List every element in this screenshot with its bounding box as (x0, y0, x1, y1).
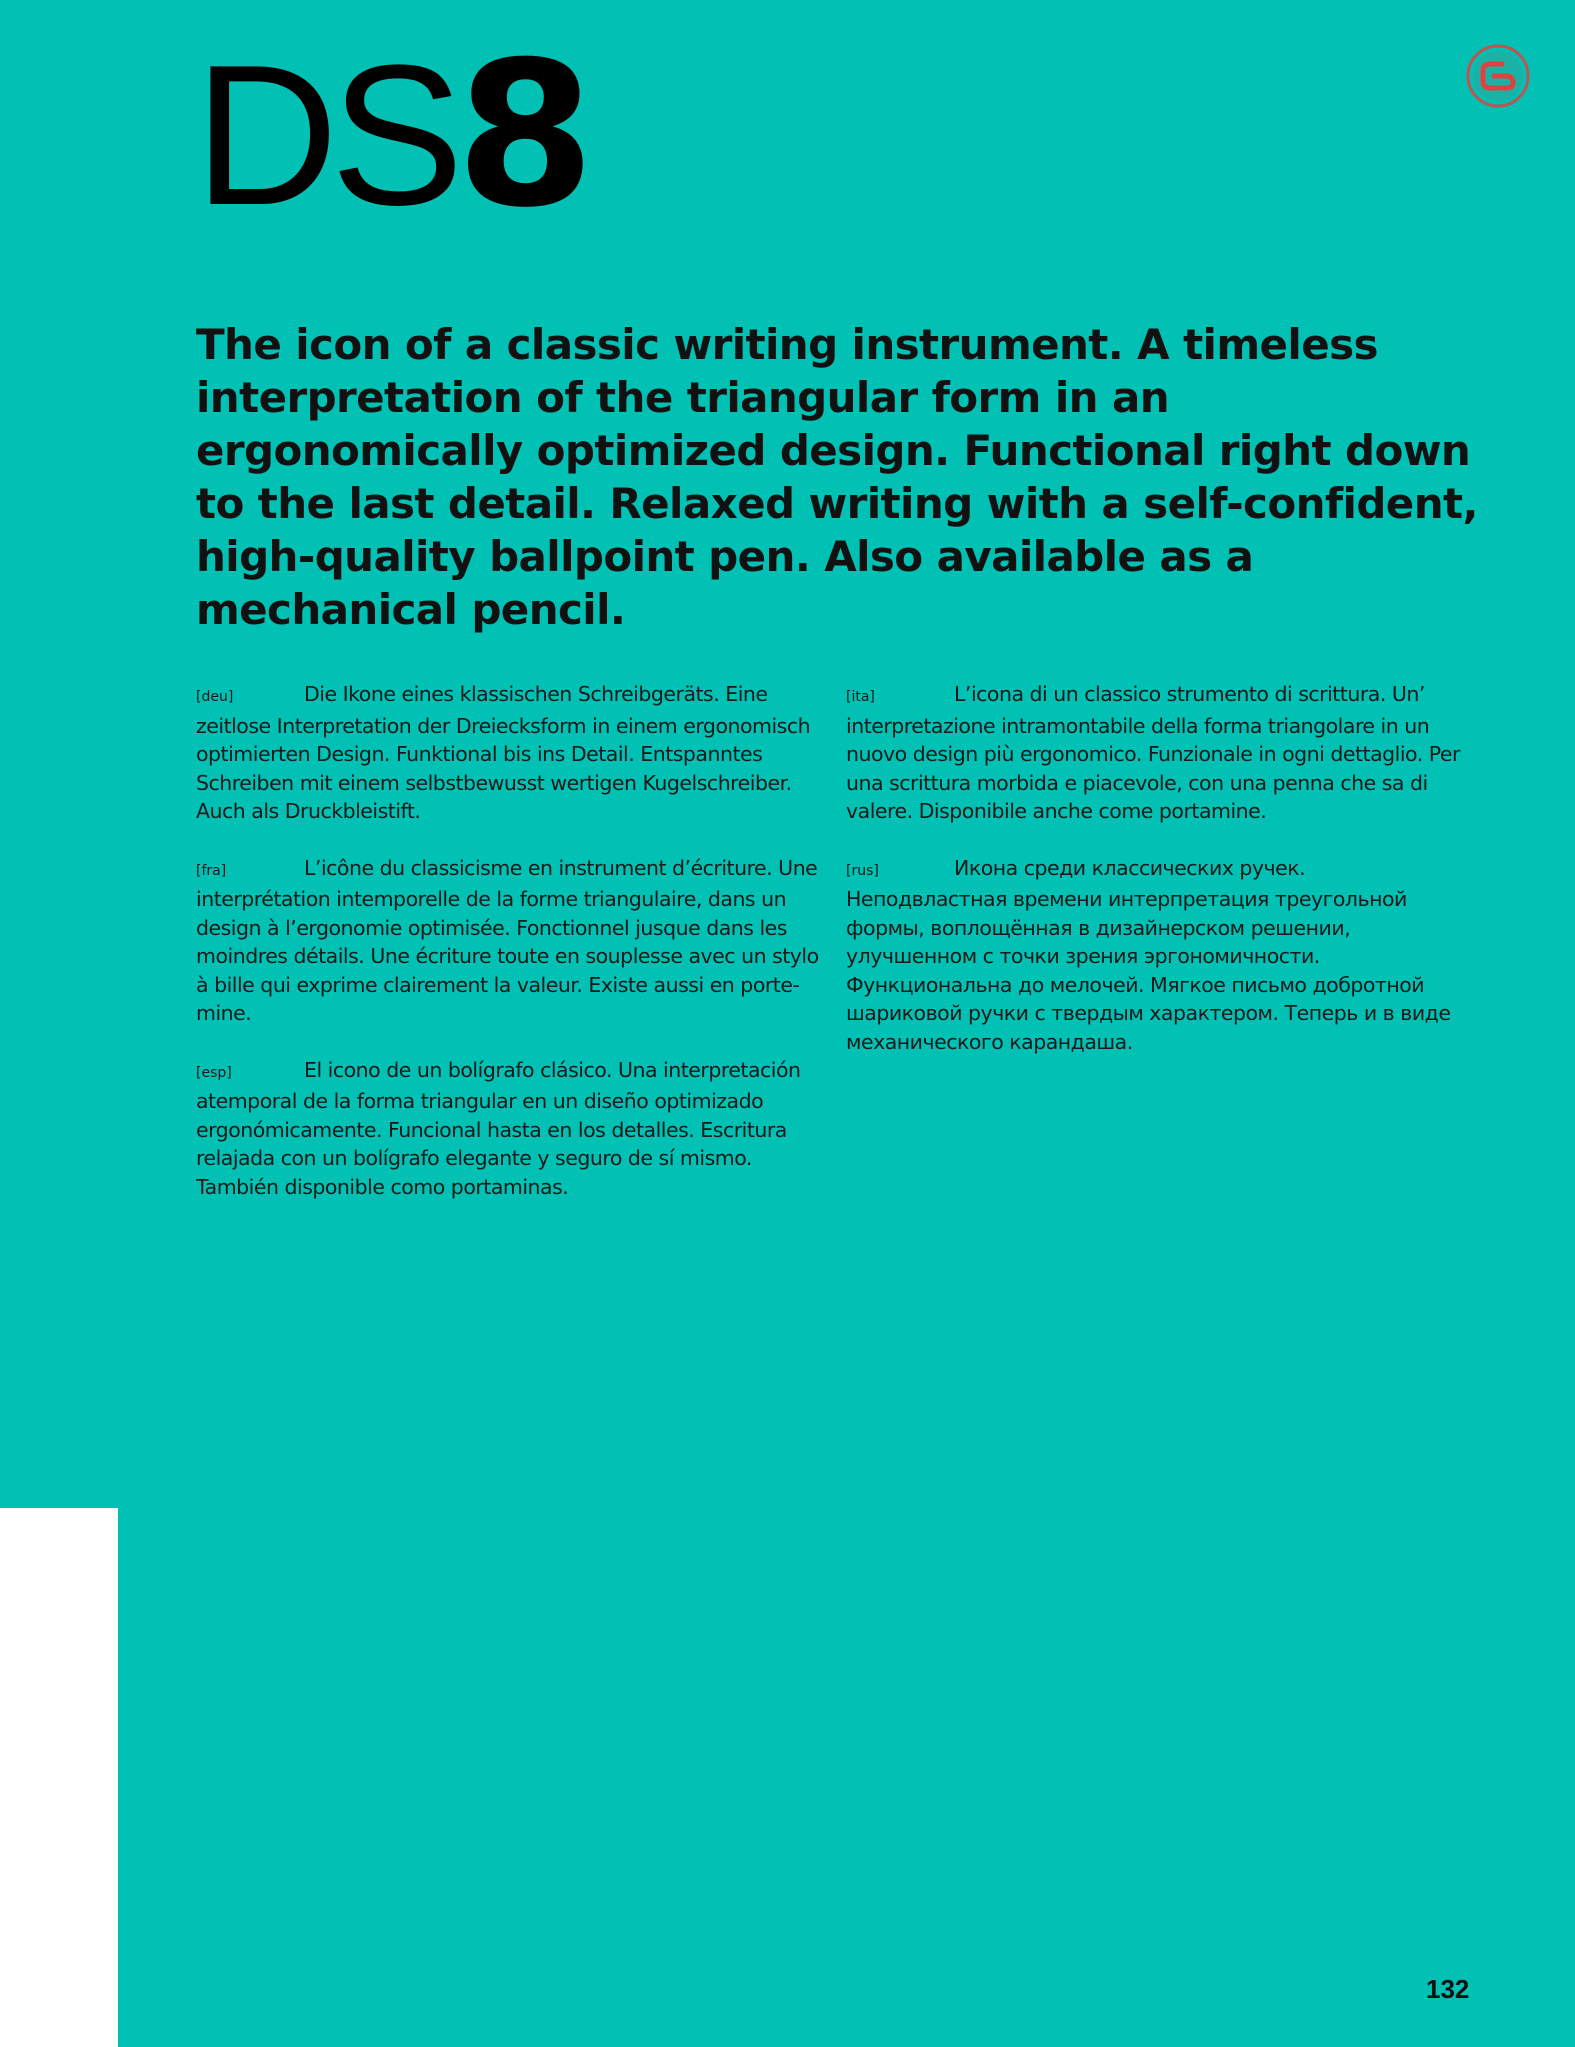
paragraph-deu (196, 680, 821, 826)
product-title-light: DS (194, 24, 456, 247)
paragraph-text: Die Ikone eines klassischen Schreibgeräts. Eine zeitlose Interpretation der Dreiecksform in einem ergonomisch optimierten Design. Funktional bis ins Detail. Entspanntes Schreiben mit einem selbstbewusst wertigen Kugelschreiber. Auch als Druckbleistift. (196, 682, 811, 823)
paragraph-ita (846, 680, 1471, 826)
language-tag: [ita] (846, 689, 875, 705)
product-title-bold: 8 (455, 19, 596, 252)
paragraph-rus (846, 854, 1471, 1057)
brand-logo-icon (1466, 44, 1530, 108)
language-tag: [fra] (196, 862, 227, 879)
paragraph-text: El icono de un bolígrafo clásico. Una interpretación atemporal de la forma triangular en un diseño optimizado ergonómicamente. Funcional hasta en los detalles. Escritura relajada con un bolígrafo elegante y seguro de sí mismo. También disponible como portaminas. (196, 1057, 801, 1199)
headline: The icon of a classic writing instrument. A timeless interpretation of the triangular form in an ergonomically optimized design. Functional right down to the last detail. Relaxed writing with a self-confident, high-quality ballpoint pen. Also available as a mechanical pencil. (196, 320, 1478, 634)
text-column-right (846, 680, 1471, 1084)
page-number: 132 (1426, 1974, 1470, 2004)
paragraph-esp (196, 1056, 821, 1202)
paragraph-fra (196, 854, 821, 1028)
language-tag: [deu] (196, 689, 234, 705)
paragraph-text: Икона среди классических ручек. Неподвластная времени интерпретация треугольной формы, воплощённая в дизайнерском решении, улучшенном с точки зрения эргономичности. Функциональна до мелочей. Мягкое письмо добротной шариковой ручки с твердым характером. Теперь и в виде механического карандаша. (846, 855, 1451, 1054)
paragraph-text: L’icona di un classico strumento di scrittura. Un’ interpretazione intramontabile della forma triangolare in un nuovo design più ergonomico. Funzionale in ogni dettaglio. Per una scrittura morbida e piacevole, con una penna che sa di valere. Disponibile anche come portamine. (846, 682, 1460, 823)
paragraph-text: L’icône du classicisme en instrument d’écriture. Une interprétation intemporelle de la forme triangulaire, dans un design à l’ergonomie optimisée. Fonctionnel jusque dans les moindres détails. Une écriture toute en souplesse avec un stylo à bille qui exprime clairement la valeur. Existe aussi en porte-mine. (196, 855, 819, 1025)
language-tag: [esp] (196, 1064, 232, 1081)
product-title (194, 19, 596, 252)
page-edge-white-block (0, 1508, 118, 2047)
text-column-left (196, 680, 821, 1229)
language-tag: [rus] (846, 862, 879, 879)
